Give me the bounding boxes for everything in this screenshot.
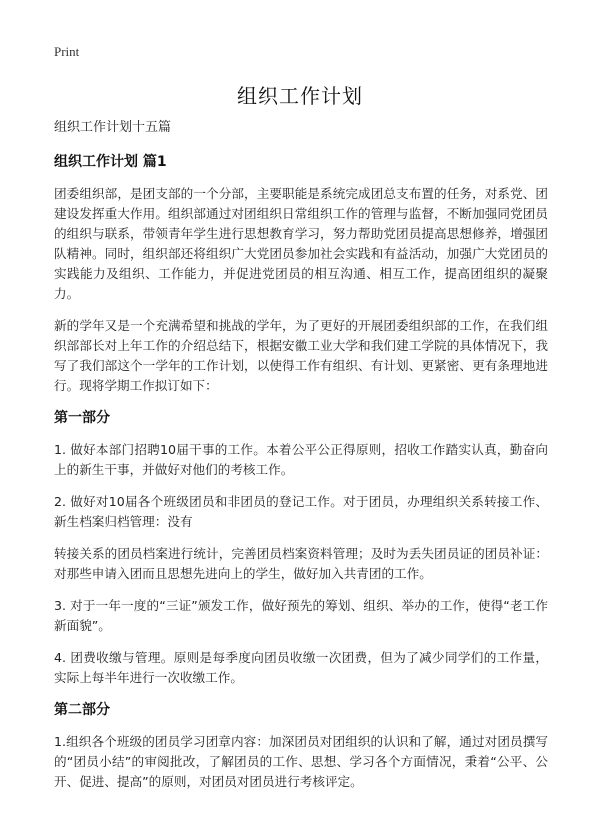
part1-item: 1. 做好本部门招聘10届干事的工作。本着公平公正得原则，招收工作踏实认真，勤奋向上的新生干事，并做好对他们的考核工作。 xyxy=(54,442,548,477)
part1-item: 3. 对于一年一度的“三证”颁发工作，做好预先的筹划、组织、举办的工作，使得“老工作新面貌”。 xyxy=(54,598,548,633)
document-subtitle: 组织工作计划十五篇 xyxy=(54,120,172,135)
intro-paragraph: 团委组织部，是团支部的一个分部，主要职能是系统完成团总支布置的任务，对系党、团建设发挥重大作用。组织部通过对团组织日常组织工作的管理与监督，不断加强同党团员的组织与联系，带领青年学生进行思想教育学习，努力帮助党团员提高思想修养，增强团队精神。同时，组织部还将组织广大党团员参加社会实践和有益活动，加强广大党团员的实践能力及组织、工作能力，并促进党团员的相互沟通、相互工作，提高团组织的凝聚力。 xyxy=(54,186,548,301)
document-title: 组织工作计划 xyxy=(237,84,363,108)
part2-heading: 第二部分 xyxy=(54,702,110,718)
part1-item: 2. 做好对10届各个班级团员和非团员的登记工作。对于团员，办理组织关系转接工作、新生档案归档管理：没有 xyxy=(54,494,548,529)
intro-paragraph: 新的学年又是一个充满希望和挑战的学年，为了更好的开展团委组织部的工作，在我们组织部部长对上年工作的介绍总结下，根据安徽工业大学和我们建工学院的具体情况下，我写了我们部这个一学年的工作计划，以使得工作有组织、有计划、更紧密、更有条理地进行。现将学期工作拟订如下： xyxy=(54,318,548,393)
article-heading: 组织工作计划 篇1 xyxy=(54,154,167,170)
print-label: Print xyxy=(54,44,80,59)
document-body xyxy=(54,118,548,804)
part1-item: 4. 团费收缴与管理。原则是每季度向团员收缴一次团费，但为了减少同学们的工作量，实际上每半年进行一次收缴工作。 xyxy=(54,650,548,685)
part2-item: 1.组织各个班级的团员学习团章内容：加深团员对团组织的认识和了解，通过对团员撰写的“团员小结”的审阅批改，了解团员的工作、思想、学习各个方面情况，秉着“公平、公开、促进、提高”的原则，对团员对团员进行考核评定。 xyxy=(54,734,548,789)
part1-heading: 第一部分 xyxy=(54,410,110,426)
part1-item: 转接关系的团员档案进行统计，完善团员档案资料管理；及时为丢失团员证的团员补证：对那些申请入团而且思想先进向上的学生，做好加入共青团的工作。 xyxy=(54,546,548,581)
